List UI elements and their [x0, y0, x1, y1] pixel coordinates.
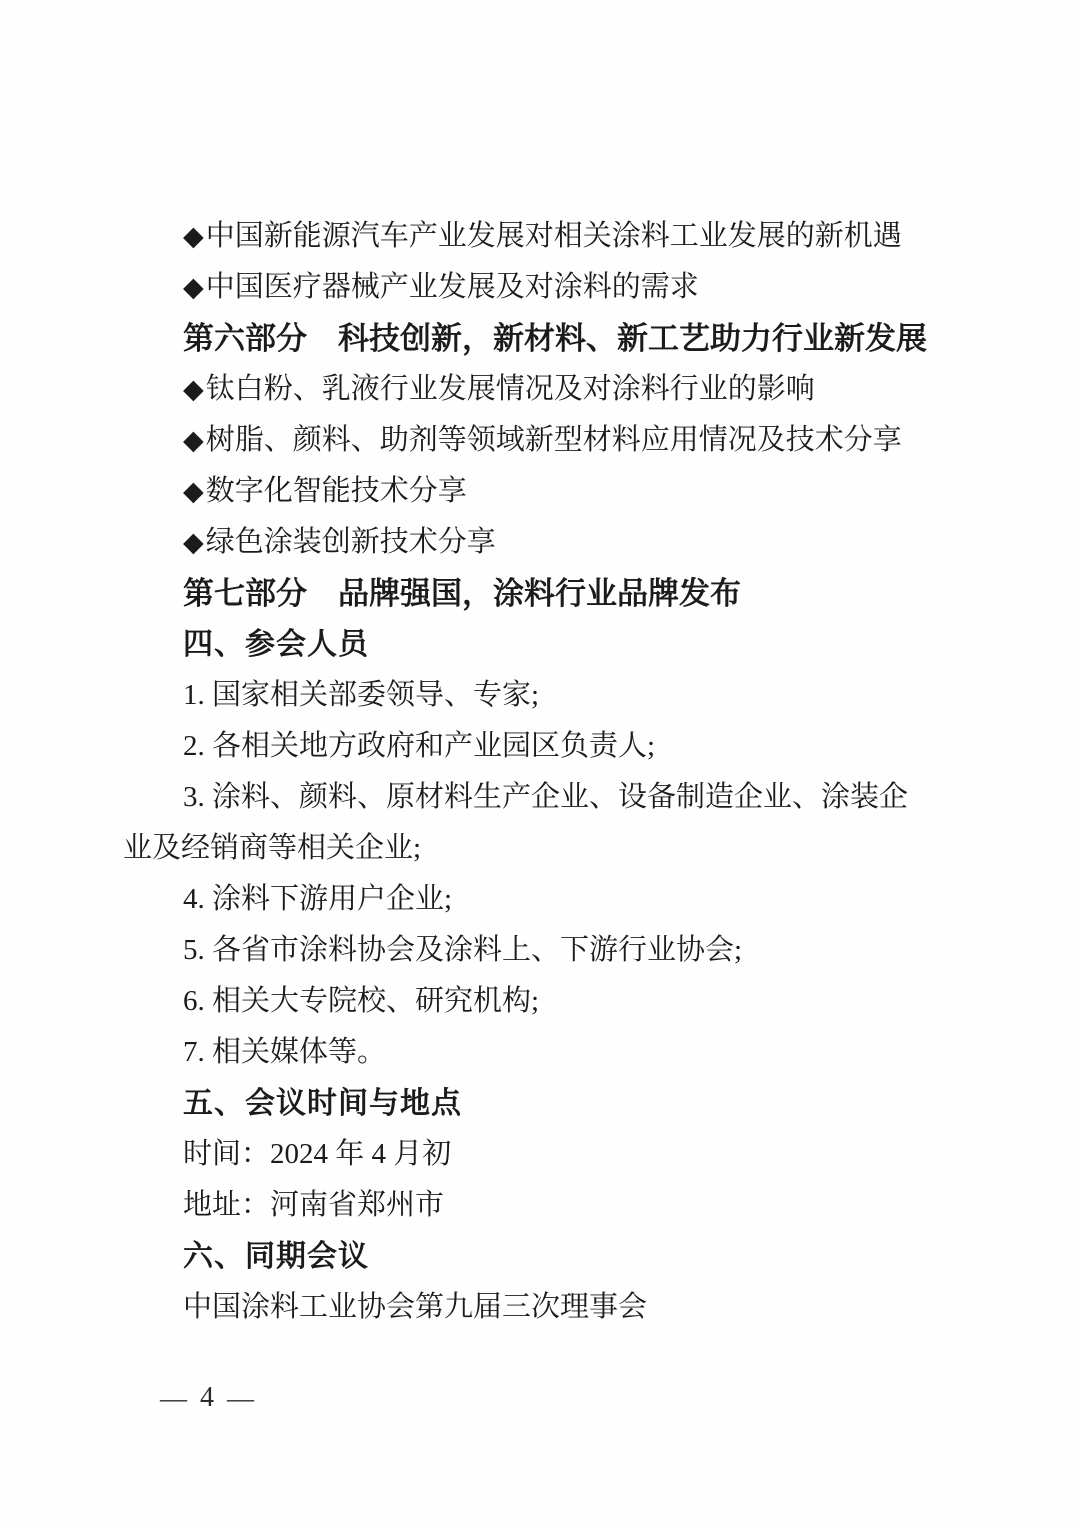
bullet-item	[123, 415, 935, 466]
paragraph-line: 4. 涂料下游用户企业;	[183, 883, 453, 915]
diamond-bullet-icon: ◆	[183, 425, 204, 455]
paragraph-line: 1. 国家相关部委领导、专家;	[183, 679, 540, 711]
part-heading: 第六部分 科技创新，新材料、新工艺助力行业新发展	[183, 321, 927, 356]
footer-dash-right-icon: —	[227, 1383, 254, 1413]
bullet-item-text: 中国新能源汽车产业发展对相关涂料工业发展的新机遇	[205, 220, 902, 252]
bullet-item-text: 钛白粉、乳液行业发展情况及对涂料行业的影响	[205, 373, 815, 405]
paragraph-line: 7. 相关媒体等。	[183, 1036, 387, 1068]
section-heading: 五、会议时间与地点	[183, 1087, 462, 1120]
page-footer	[160, 1378, 254, 1418]
paragraph-line: 时间：2024 年 4 月初	[183, 1138, 452, 1170]
section-heading: 四、参会人员	[183, 628, 369, 661]
page-number: 4	[200, 1382, 214, 1413]
part-heading: 第七部分 品牌强国，涂料行业品牌发布	[183, 576, 741, 611]
footer-dash-left-icon: —	[160, 1383, 187, 1413]
diamond-bullet-icon: ◆	[183, 221, 204, 251]
section-heading: 六、同期会议	[183, 1240, 369, 1273]
diamond-bullet-icon: ◆	[183, 272, 204, 302]
bullet-item-text: 中国医疗器械产业发展及对涂料的需求	[205, 271, 699, 303]
paragraph-line: 3. 涂料、颜料、原材料生产企业、设备制造企业、涂装企	[183, 781, 909, 813]
bullet-item	[123, 517, 935, 568]
diamond-bullet-icon: ◆	[183, 527, 204, 557]
diamond-bullet-icon: ◆	[183, 374, 204, 404]
bullet-item	[123, 364, 935, 415]
paragraph-line: 中国涂料工业协会第九届三次理事会	[183, 1291, 648, 1323]
paragraph-line: 2. 各相关地方政府和产业园区负责人;	[183, 730, 656, 762]
diamond-bullet-icon: ◆	[183, 476, 204, 506]
paragraph-line: 5. 各省市涂料协会及涂料上、下游行业协会;	[183, 934, 743, 966]
paragraph-line: 地址：河南省郑州市	[183, 1189, 445, 1221]
bullet-item-text: 数字化智能技术分享	[205, 475, 467, 507]
bullet-item	[123, 211, 935, 262]
bullet-item-text: 绿色涂装创新技术分享	[205, 526, 496, 558]
paragraph-line: 业及经销商等相关企业;	[123, 832, 422, 864]
bullet-item	[123, 466, 935, 517]
bullet-item	[123, 262, 935, 313]
paragraph-line: 6. 相关大专院校、研究机构;	[183, 985, 540, 1017]
bullet-item-text: 树脂、颜料、助剂等领域新型材料应用情况及技术分享	[205, 424, 902, 456]
